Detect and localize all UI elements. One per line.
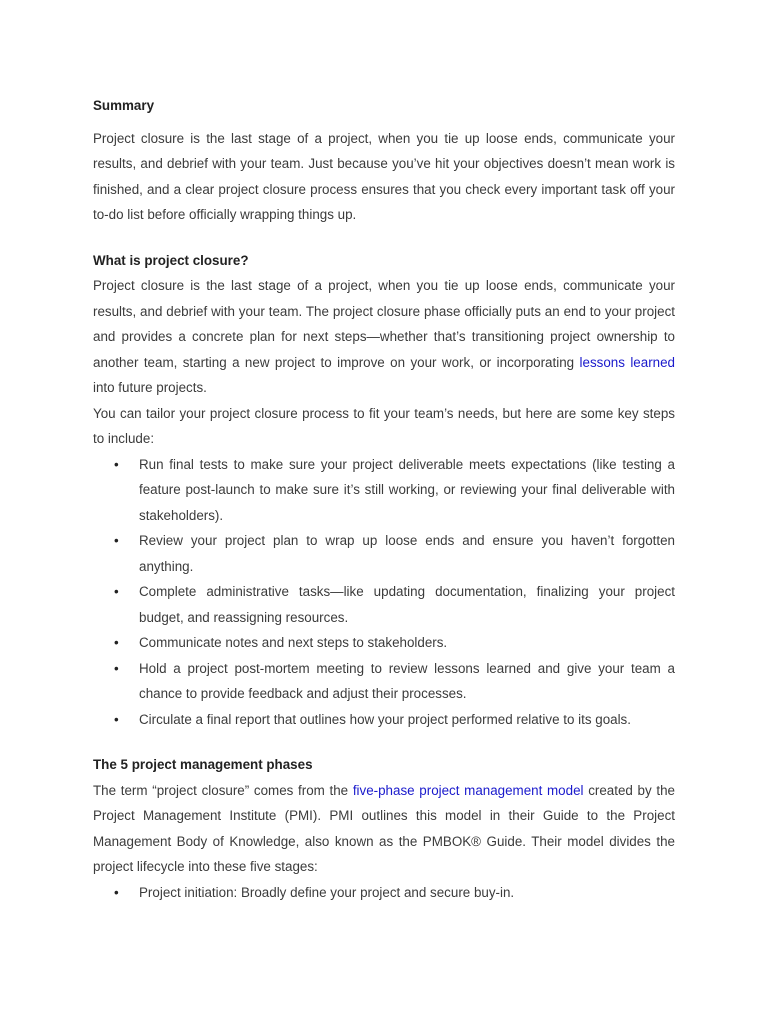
five-phase-model-link[interactable]: five-phase project management model: [352, 782, 584, 798]
document-content: [93, 93, 675, 905]
phases-paragraph: [93, 778, 675, 880]
phases-paragraph-end: created by the Project Management Institute (PMI). PMI outlines this model in their Guide to the Project Management Body of Knowledge, also known as the PMBOK® Guide. Their model divides the project lifecycle into these five stages:: [93, 782, 675, 874]
list-item: [93, 452, 675, 529]
bullet-icon: •: [114, 711, 119, 727]
list-item-text: Project initiation: Broadly define your project and secure buy-in.: [139, 884, 515, 900]
list-item: [93, 707, 675, 733]
bullet-icon: •: [114, 635, 119, 650]
phases-paragraph-start: The term “project closure” comes from the: [93, 782, 353, 798]
lessons-learned-link[interactable]: lessons learned: [579, 354, 676, 370]
closure-paragraph-text: Project closure is the last stage of a project, when you tie up loose ends, communicate your results, and debrief with your team. The project closure phase officially puts an end to your project and provides a concrete plan for next steps—whether that’s transitioning project ownership to another team, starting a new project to improve on your work, or incorporating: [93, 278, 675, 370]
list-item-text: Circulate a final report that outlines how your project performed relative to its goals.: [139, 711, 631, 727]
phases-heading: The 5 project management phases: [93, 757, 313, 772]
summary-heading: Summary: [93, 98, 155, 113]
bullet-icon: •: [114, 584, 119, 599]
list-item: [93, 656, 675, 707]
bullet-icon: •: [114, 660, 119, 676]
closure-paragraph: [93, 273, 675, 401]
list-item: [93, 880, 675, 906]
list-item-text: Run final tests to make sure your project deliverable meets expectations (like testing a feature post-launch to make sure it’s still working, or reviewing your final deliverable with stakeholders).: [139, 456, 675, 523]
bullet-icon: •: [114, 533, 119, 548]
list-item: [93, 528, 675, 579]
list-item-text: Hold a project post-mortem meeting to review lessons learned and give your team a chance to provide feedback and adjust their processes.: [139, 660, 675, 701]
phases-list: [93, 880, 675, 906]
list-item: [93, 579, 675, 630]
list-item-text: Complete administrative tasks—like updating documentation, finalizing your project budget, and reassigning resources.: [139, 584, 675, 625]
summary-paragraph: Project closure is the last stage of a project, when you tie up loose ends, communicate your results, and debrief with your team. Just because you’ve hit your objectives doesn’t mean work is finished, and a clear project closure process ensures that you check every important task off your to-do list before officially wrapping things up.: [93, 130, 675, 222]
bullet-icon: •: [114, 456, 119, 472]
list-item-text: Communicate notes and next steps to stakeholders.: [139, 635, 448, 650]
list-item: [93, 630, 675, 656]
closure-paragraph-end: into future projects.: [93, 380, 207, 395]
list-item-text: Review your project plan to wrap up loose ends and ensure you haven’t forgotten anything.: [139, 533, 675, 574]
closure-steps-list: [93, 452, 675, 733]
bullet-icon: •: [114, 884, 119, 900]
closure-heading: What is project closure?: [93, 252, 249, 268]
closure-steps-intro: You can tailor your project closure process to fit your team’s needs, but here are some key steps to include:: [93, 405, 675, 446]
